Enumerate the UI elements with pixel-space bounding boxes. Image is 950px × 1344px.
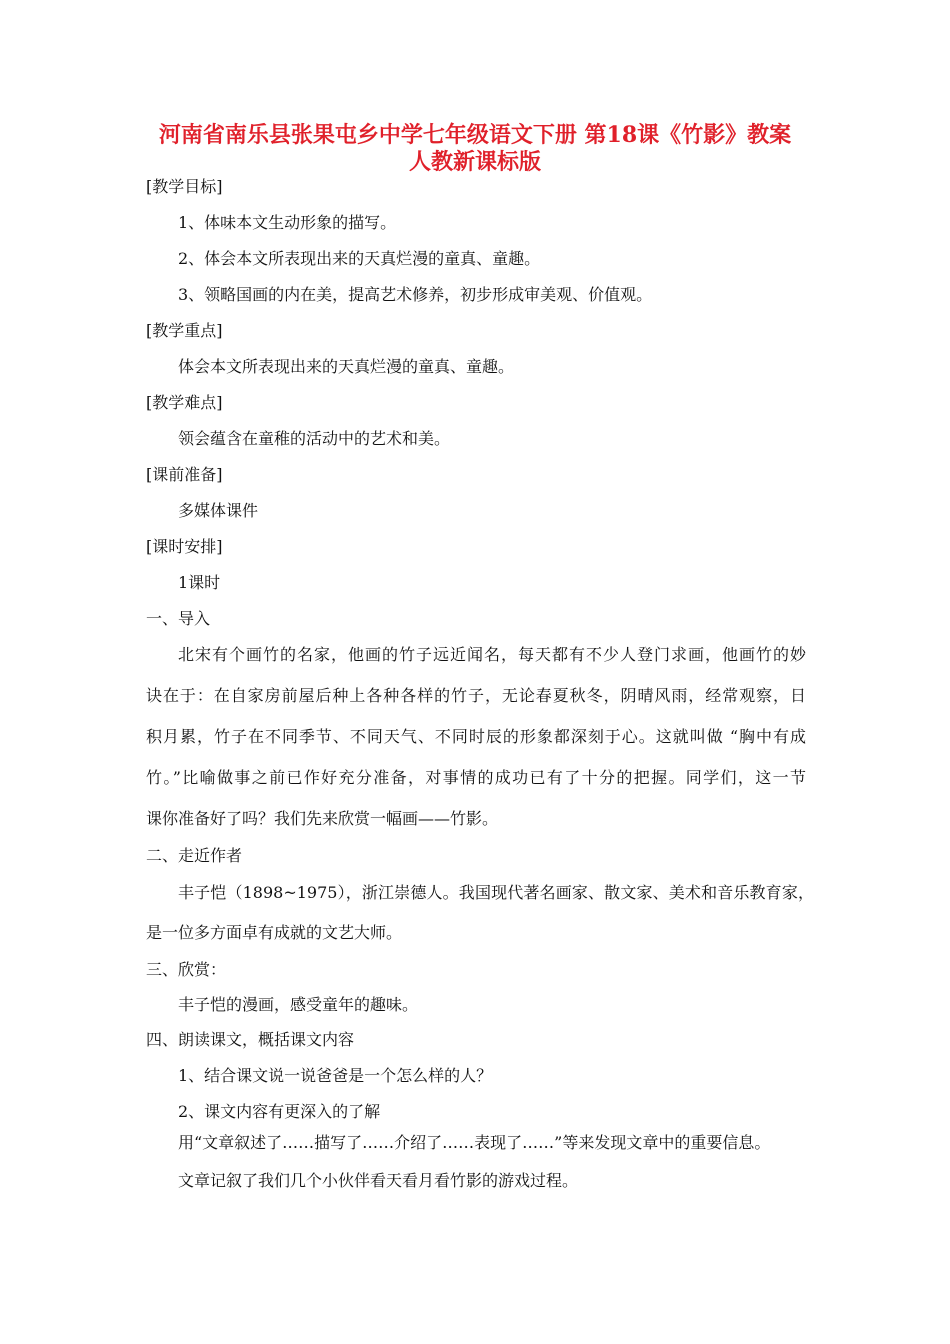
section-heading-schedule: [课时安排] <box>146 537 223 556</box>
section-heading-preparation: [课前准备] <box>146 465 223 484</box>
document-title-line-2: 人教新课标版 <box>408 149 541 175</box>
question-item: 1、结合课文说一说爸爸是一个怎么样的人？ <box>178 1066 493 1085</box>
paragraph-line: 丰子恺的漫画，感受童年的趣味。 <box>178 995 419 1014</box>
difficulty-text: 领会蕴含在童稚的活动中的艺术和美。 <box>178 429 451 448</box>
goal-item: 1、体味本文生动形象的描写。 <box>178 213 397 232</box>
section-heading-reading: 四、朗读课文，概括课文内容 <box>146 1030 355 1049</box>
goal-item: 3、领略国画的内在美，提高艺术修养，初步形成审美观、价值观。 <box>178 285 653 304</box>
paragraph-line: 诀在于：在自家房前屋后种上各种各样的竹子，无论春夏秋冬，阴晴风雨，经常观察，日 <box>146 686 806 705</box>
paragraph-line: 课你准备好了吗？我们先来欣赏一幅画——竹影。 <box>146 809 499 828</box>
paragraph-line: 用“文章叙述了……描写了……介绍了……表现了……”等来发现文章中的重要信息。 <box>178 1133 771 1152</box>
preparation-text: 多媒体课件 <box>178 501 259 520</box>
key-point-text: 体会本文所表现出来的天真烂漫的童真、童趣。 <box>178 357 515 376</box>
schedule-text: 1课时 <box>178 573 221 592</box>
paragraph-line: 文章记叙了我们几个小伙伴看天看月看竹影的游戏过程。 <box>178 1171 579 1190</box>
paragraph-line: 丰子恺（1898~1975），浙江崇德人。我国现代著名画家、散文家、美术和音乐教育家， <box>178 883 814 902</box>
paragraph-line: 积月累，竹子在不同季节、不同天气、不同时辰的形象都深刻于心。这就叫做 “胸中有成 <box>146 727 806 746</box>
document-title-line-1: 河南省南乐县张果屯乡中学七年级语文下册 第18课《竹影》教案 <box>158 122 792 148</box>
section-heading-key-points: [教学重点] <box>146 321 223 340</box>
paragraph-line: 是一位多方面卓有成就的文艺大师。 <box>146 923 403 942</box>
section-heading-introduction: 一、导入 <box>146 609 211 628</box>
section-heading-author: 二、走近作者 <box>146 846 243 865</box>
section-heading-difficulties: [教学难点] <box>146 393 223 412</box>
goal-item: 2、体会本文所表现出来的天真烂漫的童真、童趣。 <box>178 249 541 268</box>
section-heading-teaching-goals: [教学目标] <box>146 177 223 196</box>
section-heading-appreciation: 三、欣赏： <box>146 960 227 979</box>
paragraph-line: 竹。”比喻做事之前已作好充分准备，对事情的成功已有了十分的把握。同学们，这一节 <box>146 768 806 787</box>
paragraph-line: 北宋有个画竹的名家，他画的竹子远近闻名，每天都有不少人登门求画，他画竹的妙 <box>178 645 806 664</box>
question-item: 2、课文内容有更深入的了解 <box>178 1102 381 1121</box>
